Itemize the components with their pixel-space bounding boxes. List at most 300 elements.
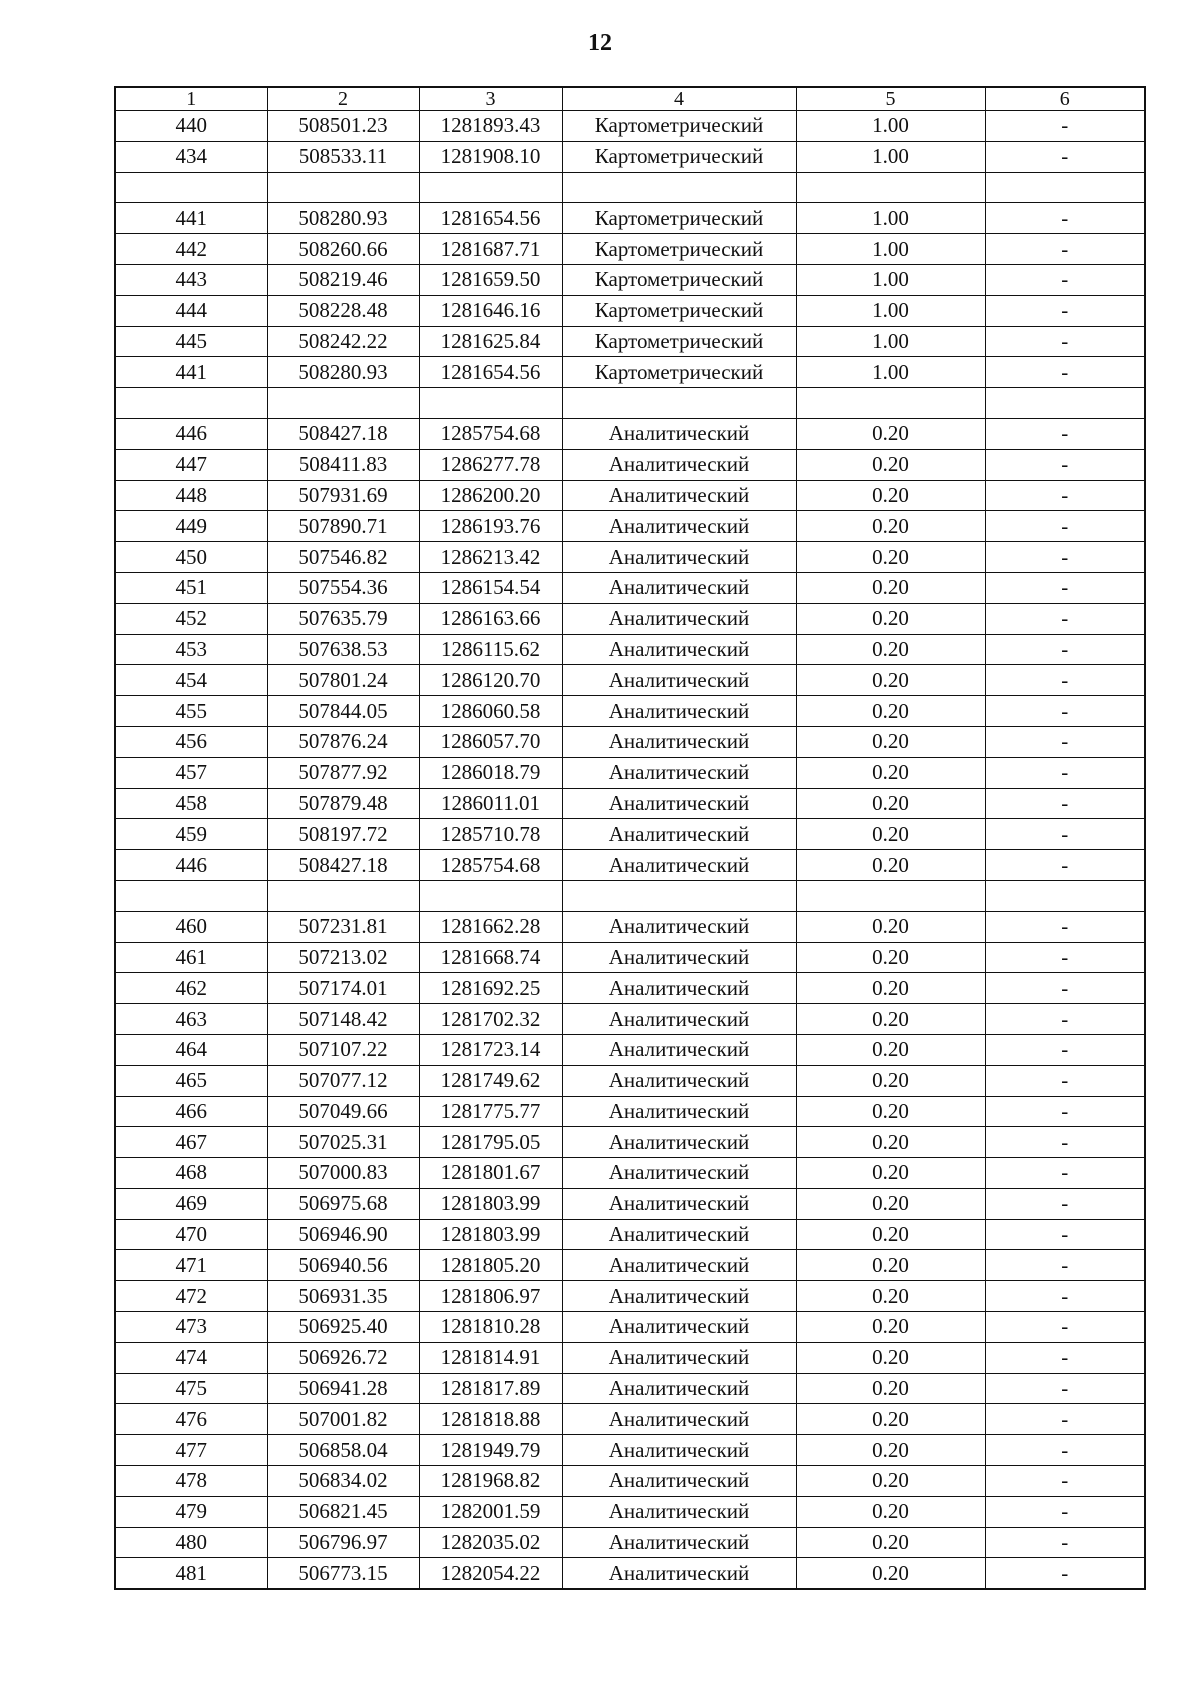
x-coordinate-cell: 506940.56	[267, 1250, 419, 1281]
point-number-cell: 452	[115, 603, 267, 634]
table-row	[115, 696, 1145, 727]
method-cell: Аналитический	[562, 1004, 796, 1035]
x-coordinate-cell: 507000.83	[267, 1158, 419, 1189]
point-number-cell: 445	[115, 326, 267, 357]
x-coordinate-cell: 508197.72	[267, 819, 419, 850]
table-row	[115, 357, 1145, 388]
y-coordinate-cell: 1286277.78	[419, 449, 562, 480]
point-number-cell: 444	[115, 295, 267, 326]
accuracy-cell: 0.20	[796, 1127, 985, 1158]
y-coordinate-cell: 1286115.62	[419, 634, 562, 665]
column-header-4: 4	[562, 87, 796, 111]
note-cell: -	[985, 1281, 1145, 1312]
column-header-3: 3	[419, 87, 562, 111]
table-row	[115, 1558, 1145, 1589]
accuracy-cell: 0.20	[796, 1096, 985, 1127]
y-coordinate-cell: 1281654.56	[419, 203, 562, 234]
point-number-cell: 480	[115, 1527, 267, 1558]
table-row	[115, 1004, 1145, 1035]
point-number-cell: 469	[115, 1188, 267, 1219]
table-row	[115, 1034, 1145, 1065]
x-coordinate-cell: 506975.68	[267, 1188, 419, 1219]
x-coordinate-cell: 508411.83	[267, 449, 419, 480]
method-cell: Аналитический	[562, 696, 796, 727]
x-coordinate-cell: 506926.72	[267, 1342, 419, 1373]
y-coordinate-cell: 1286213.42	[419, 542, 562, 573]
y-coordinate-cell: 1286120.70	[419, 665, 562, 696]
table-row	[115, 1466, 1145, 1497]
method-cell: Аналитический	[562, 1250, 796, 1281]
point-number-cell: 462	[115, 973, 267, 1004]
table-row	[115, 1404, 1145, 1435]
x-coordinate-cell: 507635.79	[267, 603, 419, 634]
table-row	[115, 726, 1145, 757]
y-coordinate-cell: 1281687.71	[419, 234, 562, 265]
y-coordinate-cell: 1281805.20	[419, 1250, 562, 1281]
table-row	[115, 141, 1145, 172]
x-coordinate-cell: 507844.05	[267, 696, 419, 727]
x-coordinate-cell: 508242.22	[267, 326, 419, 357]
accuracy-cell: 0.20	[796, 1312, 985, 1343]
note-cell: -	[985, 788, 1145, 819]
method-cell: Аналитический	[562, 1281, 796, 1312]
column-header-6: 6	[985, 87, 1145, 111]
method-cell: Аналитический	[562, 1373, 796, 1404]
table-row	[115, 911, 1145, 942]
point-number-cell: 475	[115, 1373, 267, 1404]
point-number-cell	[115, 388, 267, 419]
method-cell: Аналитический	[562, 1558, 796, 1589]
point-number-cell: 463	[115, 1004, 267, 1035]
point-number-cell: 460	[115, 911, 267, 942]
x-coordinate-cell: 507546.82	[267, 542, 419, 573]
table-row	[115, 1281, 1145, 1312]
x-coordinate-cell: 507001.82	[267, 1404, 419, 1435]
x-coordinate-cell: 506821.45	[267, 1496, 419, 1527]
note-cell: -	[985, 911, 1145, 942]
table-row	[115, 511, 1145, 542]
coordinates-table	[114, 86, 1146, 1590]
point-number-cell: 466	[115, 1096, 267, 1127]
point-number-cell: 479	[115, 1496, 267, 1527]
x-coordinate-cell: 507879.48	[267, 788, 419, 819]
x-coordinate-cell: 506931.35	[267, 1281, 419, 1312]
x-coordinate-cell: 507077.12	[267, 1065, 419, 1096]
y-coordinate-cell: 1281646.16	[419, 295, 562, 326]
accuracy-cell: 0.20	[796, 973, 985, 1004]
note-cell: -	[985, 480, 1145, 511]
method-cell: Аналитический	[562, 1404, 796, 1435]
method-cell: Аналитический	[562, 726, 796, 757]
y-coordinate-cell: 1281814.91	[419, 1342, 562, 1373]
method-cell: Аналитический	[562, 1127, 796, 1158]
note-cell: -	[985, 1435, 1145, 1466]
method-cell: Аналитический	[562, 1096, 796, 1127]
separator-row	[115, 172, 1145, 203]
x-coordinate-cell: 507213.02	[267, 942, 419, 973]
table-row	[115, 572, 1145, 603]
note-cell: -	[985, 1466, 1145, 1497]
table-row	[115, 850, 1145, 881]
y-coordinate-cell: 1281968.82	[419, 1466, 562, 1497]
x-coordinate-cell: 507554.36	[267, 572, 419, 603]
note-cell: -	[985, 1527, 1145, 1558]
accuracy-cell: 0.20	[796, 1558, 985, 1589]
y-coordinate-cell: 1286011.01	[419, 788, 562, 819]
point-number-cell: 459	[115, 819, 267, 850]
accuracy-cell: 0.20	[796, 418, 985, 449]
y-coordinate-cell: 1281692.25	[419, 973, 562, 1004]
note-cell: -	[985, 1312, 1145, 1343]
accuracy-cell: 0.20	[796, 511, 985, 542]
note-cell: -	[985, 942, 1145, 973]
y-coordinate-cell: 1282054.22	[419, 1558, 562, 1589]
column-header-2: 2	[267, 87, 419, 111]
note-cell: -	[985, 757, 1145, 788]
column-header-1: 1	[115, 87, 267, 111]
x-coordinate-cell: 507025.31	[267, 1127, 419, 1158]
method-cell: Аналитический	[562, 1527, 796, 1558]
point-number-cell: 446	[115, 850, 267, 881]
method-cell: Аналитический	[562, 1496, 796, 1527]
point-number-cell: 457	[115, 757, 267, 788]
note-cell: -	[985, 1004, 1145, 1035]
point-number-cell: 461	[115, 942, 267, 973]
method-cell: Аналитический	[562, 1065, 796, 1096]
note-cell: -	[985, 449, 1145, 480]
note-cell: -	[985, 1158, 1145, 1189]
point-number-cell: 476	[115, 1404, 267, 1435]
accuracy-cell: 0.20	[796, 696, 985, 727]
method-cell	[562, 172, 796, 203]
point-number-cell: 442	[115, 234, 267, 265]
point-number-cell: 443	[115, 264, 267, 295]
method-cell: Аналитический	[562, 850, 796, 881]
method-cell: Аналитический	[562, 634, 796, 665]
x-coordinate-cell: 507877.92	[267, 757, 419, 788]
table-row	[115, 326, 1145, 357]
accuracy-cell: 0.20	[796, 1004, 985, 1035]
accuracy-cell: 0.20	[796, 1496, 985, 1527]
note-cell: -	[985, 696, 1145, 727]
accuracy-cell: 0.20	[796, 788, 985, 819]
method-cell: Аналитический	[562, 1312, 796, 1343]
method-cell	[562, 880, 796, 911]
point-number-cell: 440	[115, 111, 267, 142]
x-coordinate-cell: 507638.53	[267, 634, 419, 665]
table-row	[115, 1158, 1145, 1189]
point-number-cell: 454	[115, 665, 267, 696]
table-row	[115, 788, 1145, 819]
table-row	[115, 1096, 1145, 1127]
y-coordinate-cell: 1281806.97	[419, 1281, 562, 1312]
accuracy-cell: 0.20	[796, 1342, 985, 1373]
point-number-cell: 455	[115, 696, 267, 727]
column-header-5: 5	[796, 87, 985, 111]
x-coordinate-cell: 506858.04	[267, 1435, 419, 1466]
table-row	[115, 1496, 1145, 1527]
y-coordinate-cell: 1281803.99	[419, 1219, 562, 1250]
note-cell: -	[985, 1034, 1145, 1065]
x-coordinate-cell: 508228.48	[267, 295, 419, 326]
note-cell: -	[985, 726, 1145, 757]
y-coordinate-cell: 1281908.10	[419, 141, 562, 172]
table-row	[115, 1527, 1145, 1558]
note-cell: -	[985, 1065, 1145, 1096]
x-coordinate-cell: 508427.18	[267, 850, 419, 881]
y-coordinate-cell: 1281668.74	[419, 942, 562, 973]
method-cell: Картометрический	[562, 295, 796, 326]
note-cell: -	[985, 1558, 1145, 1589]
table-row	[115, 203, 1145, 234]
accuracy-cell: 0.20	[796, 542, 985, 573]
note-cell: -	[985, 326, 1145, 357]
x-coordinate-cell: 507231.81	[267, 911, 419, 942]
x-coordinate-cell: 508501.23	[267, 111, 419, 142]
y-coordinate-cell: 1286163.66	[419, 603, 562, 634]
table-row	[115, 1188, 1145, 1219]
table-row	[115, 418, 1145, 449]
note-cell: -	[985, 1404, 1145, 1435]
y-coordinate-cell: 1281662.28	[419, 911, 562, 942]
point-number-cell: 474	[115, 1342, 267, 1373]
separator-row	[115, 880, 1145, 911]
note-cell: -	[985, 418, 1145, 449]
note-cell: -	[985, 542, 1145, 573]
y-coordinate-cell	[419, 880, 562, 911]
point-number-cell: 467	[115, 1127, 267, 1158]
method-cell: Аналитический	[562, 1158, 796, 1189]
method-cell: Аналитический	[562, 973, 796, 1004]
note-cell: -	[985, 357, 1145, 388]
x-coordinate-cell	[267, 172, 419, 203]
y-coordinate-cell: 1281810.28	[419, 1312, 562, 1343]
accuracy-cell: 0.20	[796, 1527, 985, 1558]
y-coordinate-cell	[419, 388, 562, 419]
accuracy-cell: 0.20	[796, 1034, 985, 1065]
point-number-cell: 458	[115, 788, 267, 819]
accuracy-cell: 0.20	[796, 1188, 985, 1219]
note-cell: -	[985, 1496, 1145, 1527]
method-cell: Аналитический	[562, 1435, 796, 1466]
y-coordinate-cell: 1281654.56	[419, 357, 562, 388]
note-cell: -	[985, 1127, 1145, 1158]
table-row	[115, 1250, 1145, 1281]
method-cell: Картометрический	[562, 141, 796, 172]
accuracy-cell: 0.20	[796, 665, 985, 696]
note-cell: -	[985, 819, 1145, 850]
y-coordinate-cell: 1285710.78	[419, 819, 562, 850]
note-cell: -	[985, 665, 1145, 696]
method-cell: Картометрический	[562, 264, 796, 295]
accuracy-cell: 1.00	[796, 111, 985, 142]
table-body	[115, 111, 1145, 1590]
method-cell: Аналитический	[562, 542, 796, 573]
accuracy-cell: 1.00	[796, 234, 985, 265]
x-coordinate-cell: 507801.24	[267, 665, 419, 696]
point-number-cell: 451	[115, 572, 267, 603]
method-cell: Картометрический	[562, 234, 796, 265]
table-row	[115, 603, 1145, 634]
y-coordinate-cell: 1282035.02	[419, 1527, 562, 1558]
note-cell: -	[985, 1373, 1145, 1404]
accuracy-cell: 0.20	[796, 1158, 985, 1189]
accuracy-cell: 0.20	[796, 1466, 985, 1497]
x-coordinate-cell: 507931.69	[267, 480, 419, 511]
point-number-cell: 456	[115, 726, 267, 757]
accuracy-cell: 0.20	[796, 1404, 985, 1435]
note-cell: -	[985, 1250, 1145, 1281]
note-cell: -	[985, 572, 1145, 603]
note-cell: -	[985, 850, 1145, 881]
y-coordinate-cell: 1281818.88	[419, 1404, 562, 1435]
point-number-cell: 441	[115, 357, 267, 388]
accuracy-cell: 0.20	[796, 449, 985, 480]
x-coordinate-cell: 507174.01	[267, 973, 419, 1004]
accuracy-cell: 1.00	[796, 203, 985, 234]
accuracy-cell	[796, 172, 985, 203]
point-number-cell: 478	[115, 1466, 267, 1497]
x-coordinate-cell: 507890.71	[267, 511, 419, 542]
note-cell: -	[985, 1188, 1145, 1219]
y-coordinate-cell: 1281723.14	[419, 1034, 562, 1065]
x-coordinate-cell: 507148.42	[267, 1004, 419, 1035]
table-row	[115, 819, 1145, 850]
point-number-cell	[115, 880, 267, 911]
note-cell: -	[985, 295, 1145, 326]
x-coordinate-cell: 506925.40	[267, 1312, 419, 1343]
table-row	[115, 942, 1145, 973]
point-number-cell: 450	[115, 542, 267, 573]
point-number-cell: 453	[115, 634, 267, 665]
method-cell: Аналитический	[562, 665, 796, 696]
method-cell: Аналитический	[562, 942, 796, 973]
accuracy-cell: 0.20	[796, 1281, 985, 1312]
y-coordinate-cell: 1285754.68	[419, 418, 562, 449]
page-number: 12	[588, 30, 612, 56]
method-cell: Аналитический	[562, 911, 796, 942]
y-coordinate-cell	[419, 172, 562, 203]
table-row	[115, 1373, 1145, 1404]
method-cell: Аналитический	[562, 1466, 796, 1497]
note-cell: -	[985, 603, 1145, 634]
header-row	[115, 87, 1145, 111]
x-coordinate-cell: 506941.28	[267, 1373, 419, 1404]
accuracy-cell: 0.20	[796, 757, 985, 788]
table-row	[115, 1127, 1145, 1158]
y-coordinate-cell: 1281749.62	[419, 1065, 562, 1096]
y-coordinate-cell: 1281702.32	[419, 1004, 562, 1035]
y-coordinate-cell: 1281893.43	[419, 111, 562, 142]
y-coordinate-cell: 1286193.76	[419, 511, 562, 542]
method-cell: Аналитический	[562, 788, 796, 819]
x-coordinate-cell: 506946.90	[267, 1219, 419, 1250]
method-cell: Аналитический	[562, 480, 796, 511]
accuracy-cell: 1.00	[796, 357, 985, 388]
x-coordinate-cell: 507876.24	[267, 726, 419, 757]
accuracy-cell: 0.20	[796, 603, 985, 634]
note-cell: -	[985, 1342, 1145, 1373]
point-number-cell: 464	[115, 1034, 267, 1065]
note-cell: -	[985, 1096, 1145, 1127]
accuracy-cell: 0.20	[796, 942, 985, 973]
x-coordinate-cell: 508219.46	[267, 264, 419, 295]
x-coordinate-cell	[267, 388, 419, 419]
x-coordinate-cell	[267, 880, 419, 911]
table-row	[115, 480, 1145, 511]
note-cell	[985, 172, 1145, 203]
table-row	[115, 111, 1145, 142]
point-number-cell: 471	[115, 1250, 267, 1281]
y-coordinate-cell: 1281803.99	[419, 1188, 562, 1219]
point-number-cell: 446	[115, 418, 267, 449]
y-coordinate-cell: 1281817.89	[419, 1373, 562, 1404]
x-coordinate-cell: 508427.18	[267, 418, 419, 449]
accuracy-cell: 0.20	[796, 1435, 985, 1466]
table-row	[115, 1065, 1145, 1096]
y-coordinate-cell: 1281659.50	[419, 264, 562, 295]
point-number-cell	[115, 172, 267, 203]
accuracy-cell: 0.20	[796, 480, 985, 511]
method-cell: Картометрический	[562, 326, 796, 357]
y-coordinate-cell: 1281795.05	[419, 1127, 562, 1158]
x-coordinate-cell: 506834.02	[267, 1466, 419, 1497]
table-row	[115, 665, 1145, 696]
y-coordinate-cell: 1286057.70	[419, 726, 562, 757]
method-cell: Аналитический	[562, 819, 796, 850]
y-coordinate-cell: 1286154.54	[419, 572, 562, 603]
note-cell: -	[985, 234, 1145, 265]
accuracy-cell: 0.20	[796, 819, 985, 850]
x-coordinate-cell: 508280.93	[267, 357, 419, 388]
accuracy-cell: 0.20	[796, 1219, 985, 1250]
y-coordinate-cell: 1281801.67	[419, 1158, 562, 1189]
x-coordinate-cell: 507049.66	[267, 1096, 419, 1127]
y-coordinate-cell: 1282001.59	[419, 1496, 562, 1527]
accuracy-cell: 0.20	[796, 572, 985, 603]
point-number-cell: 448	[115, 480, 267, 511]
y-coordinate-cell: 1285754.68	[419, 850, 562, 881]
point-number-cell: 481	[115, 1558, 267, 1589]
y-coordinate-cell: 1286200.20	[419, 480, 562, 511]
point-number-cell: 449	[115, 511, 267, 542]
table-row	[115, 449, 1145, 480]
table-row	[115, 295, 1145, 326]
table-row	[115, 234, 1145, 265]
y-coordinate-cell: 1281775.77	[419, 1096, 562, 1127]
table-row	[115, 1312, 1145, 1343]
note-cell: -	[985, 141, 1145, 172]
point-number-cell: 447	[115, 449, 267, 480]
point-number-cell: 473	[115, 1312, 267, 1343]
x-coordinate-cell: 506773.15	[267, 1558, 419, 1589]
method-cell: Картометрический	[562, 203, 796, 234]
y-coordinate-cell: 1281949.79	[419, 1435, 562, 1466]
table-row	[115, 757, 1145, 788]
accuracy-cell: 0.20	[796, 1250, 985, 1281]
accuracy-cell: 0.20	[796, 911, 985, 942]
separator-row	[115, 388, 1145, 419]
x-coordinate-cell: 507107.22	[267, 1034, 419, 1065]
accuracy-cell: 1.00	[796, 326, 985, 357]
table-row	[115, 264, 1145, 295]
method-cell: Картометрический	[562, 111, 796, 142]
accuracy-cell	[796, 880, 985, 911]
method-cell: Аналитический	[562, 1188, 796, 1219]
note-cell	[985, 388, 1145, 419]
method-cell: Аналитический	[562, 418, 796, 449]
point-number-cell: 472	[115, 1281, 267, 1312]
